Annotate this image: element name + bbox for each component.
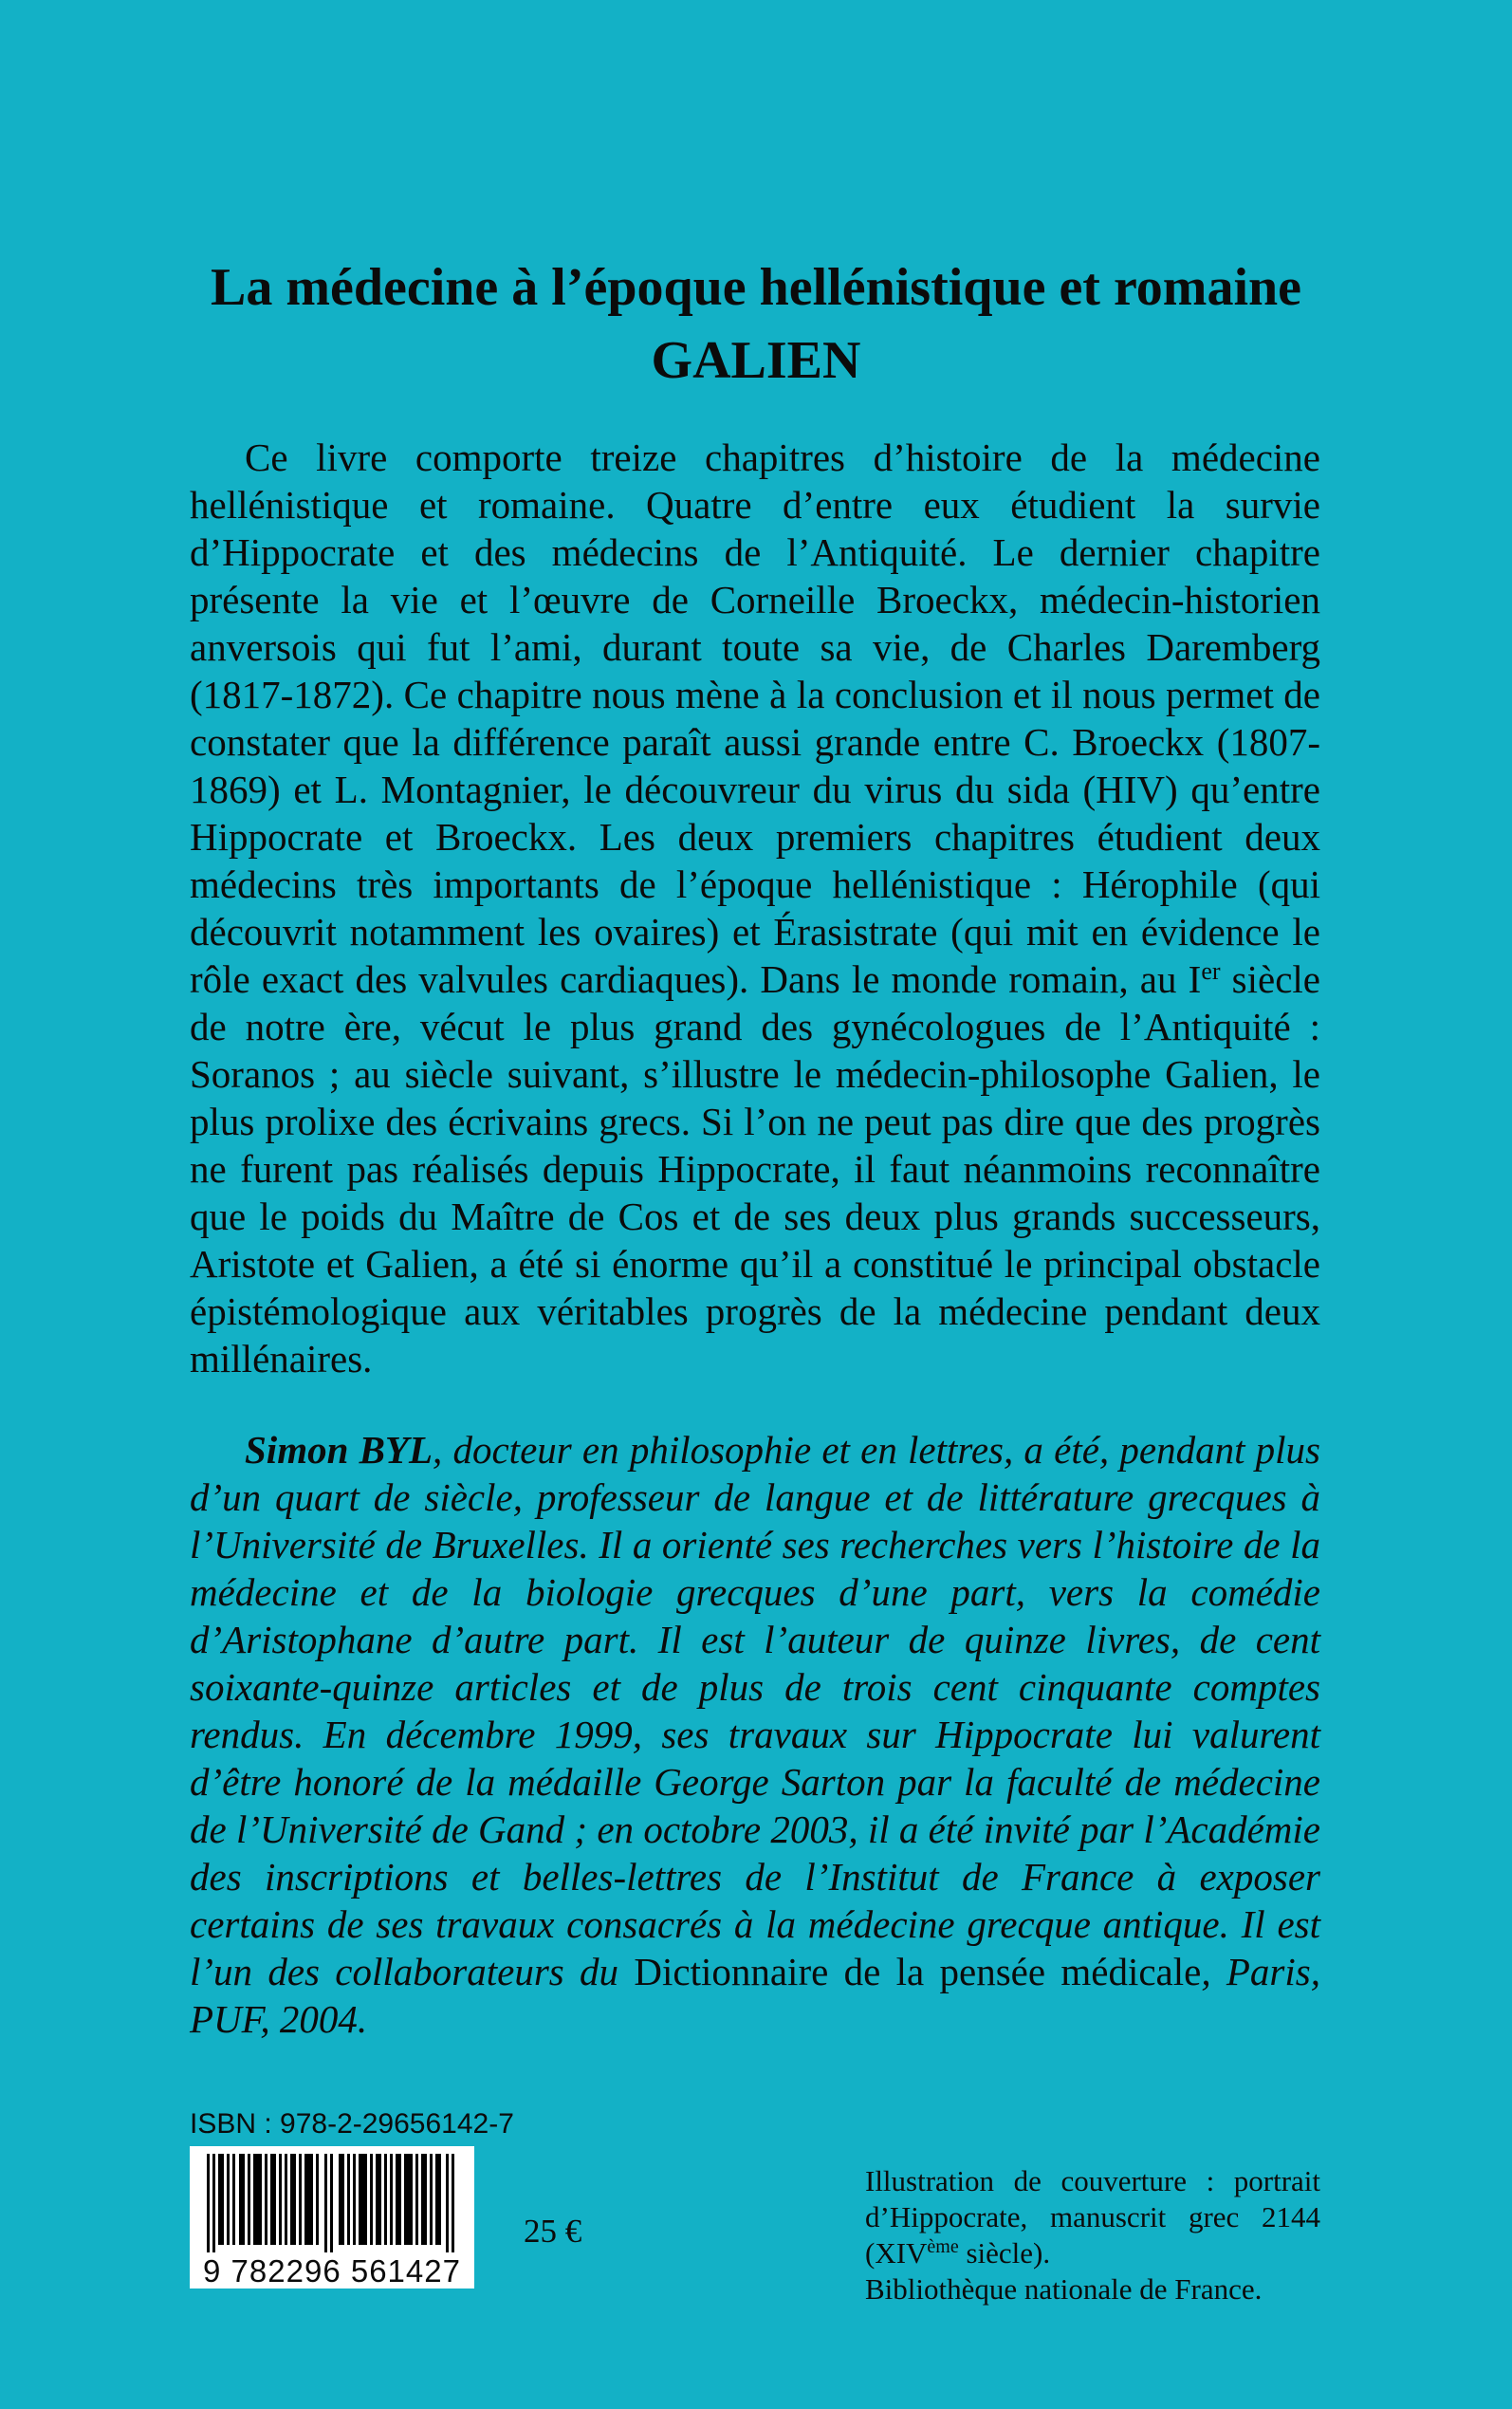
credit-line-3 [865,2235,1320,2271]
book-title: La médecine à l’époque hellénistique et romaine [211,258,1301,317]
barcode-bars [207,2154,457,2252]
author-biography [190,1426,1320,2043]
credit-line-3-start: (XIV [865,2236,928,2270]
summary-text-part1: Ce livre comporte treize chapitres d’histoire de la médecine hellénistique et romaine. Quatre d’entre eux étudient la survie d’Hippocrate et des médecins de l’Antiquité. Le dernier chapitre présente la vie et l’œuvre de Corneille Broeckx, médecin-historien anversois qui fut l’ami, durant toute sa vie, de Charles Daremberg (1817-1872). Ce chapitre nous mène à la conclusion et il nous permet de constater que la différence paraît aussi grande entre C. Broeckx (1807-1869) et L. Montagnier, le découvreur du virus du sida (HIV) qu’entre Hippocrate et Broeckx. Les deux premiers chapitres étudient deux médecins très importants de l’époque hellénistique : Hérophile (qui découvrit notamment les ovaires) et Érasistrate (qui mit en évidence le rôle exact des valvules cardiaques). Dans le monde romain, au I [190,435,1320,1001]
biography-closing: , Paris, PUF, 2004. [190,1950,1320,2041]
biography-text: , docteur en philosophie et en lettres, a été, pendant plus d’un quart de siècle, professeur de langue et de littérature grecques à l’Université de Bruxelles. Il a orienté ses recherches vers l’histoire de la médecine et de la biologie grecques d’une part, vers la comédie d’Aristophane d’autre part. Il est l’auteur de quinze livres, de cent soixante-quinze articles et de plus de trois cent cinquante comptes rendus. En décembre 1999, ses travaux sur Hippocrate lui valurent d’être honoré de la médaille George Sarton par la faculté de médecine de l’Université de Gand ; en octobre 2003, il a été invité par l’Académie des inscriptions et belles-lettres de l’Institut de France à exposer certains de ses travaux consacrés à la médecine grecque antique. Il est l’un des collaborateurs du [190,1428,1321,1993]
credit-line-3-end: siècle). [958,2236,1051,2270]
credit-line-4: Bibliothèque nationale de France. [865,2272,1263,2306]
summary-superscript: er [1201,957,1221,985]
referenced-work-title: Dictionnaire de la pensée médicale [634,1950,1202,1993]
price: 25 € [524,2213,582,2250]
author-name: Simon BYL [245,1428,433,1472]
isbn-label: ISBN : 978-2-29656142-7 [190,2108,514,2140]
barcode-digits: 9 782296 561427 [203,2253,461,2289]
cover-illustration-credit [865,2163,1320,2307]
barcode [190,2146,474,2289]
book-subtitle: GALIEN [651,331,861,390]
credit-line-1: Illustration de couverture : portrait [865,2164,1320,2197]
book-summary [190,434,1320,1382]
credit-line-2: d’Hippocrate, manuscrit grec 2144 [865,2200,1320,2233]
summary-text-part2: siècle de notre ère, vécut le plus grand des gynécologues de l’Antiquité : Soranos ; au siècle suivant, s’illustre le médecin-philosophe Galien, le plus prolixe des écrivains grecs. Si l’on ne peut pas dire que des progrès ne furent pas réalisés depuis Hippocrate, il faut néanmoins reconnaître que le poids du Maître de Cos et de ses deux plus grands successeurs, Aristote et Galien, a été si énorme qu’il a constitué le principal obstacle épistémologique aux véritables progrès de la médecine pendant deux millénaires. [190,957,1320,1381]
credit-superscript: ème [927,2236,959,2257]
